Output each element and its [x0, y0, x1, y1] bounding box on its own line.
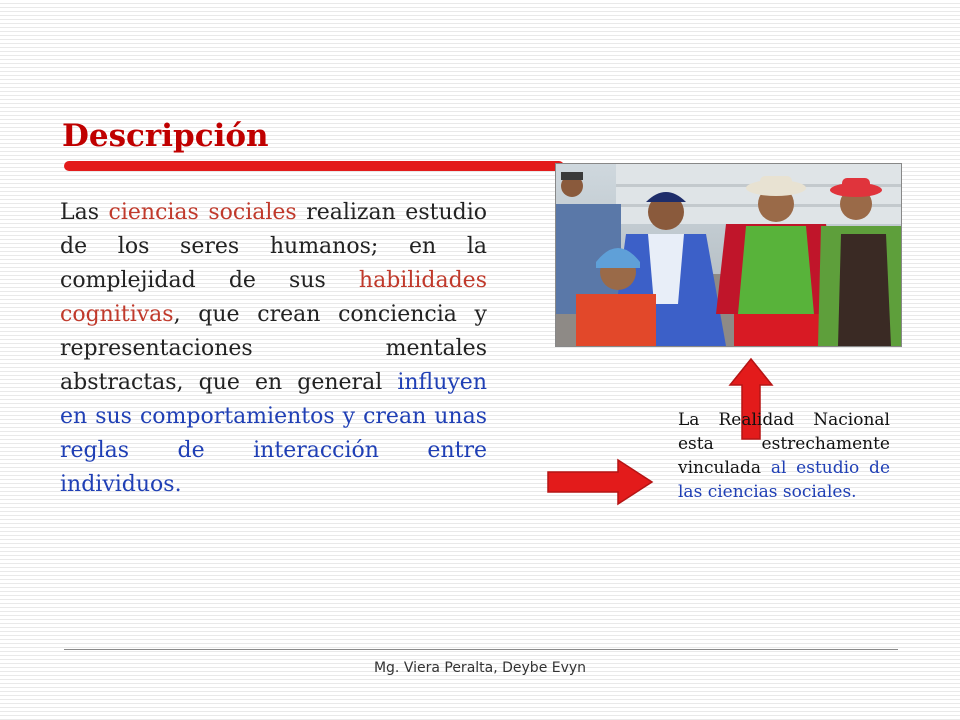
people-photo — [555, 163, 902, 347]
side-note-highlight: al estudio de las ciencias sociales. — [678, 458, 890, 502]
main-paragraph — [60, 196, 487, 502]
highlight-habilidades-cognitivas: habilidades cognitivas — [60, 268, 487, 327]
footer-divider — [64, 649, 898, 650]
title-underline — [64, 161, 564, 171]
highlight-ciencias-sociales: ciencias sociales — [108, 200, 297, 225]
highlight-influyen: influyen en sus comportamientos y crean unas reglas de interacción entre individuos. — [60, 370, 487, 497]
footer-author: Mg. Viera Peralta, Deybe Evyn — [373, 660, 587, 676]
slide-title: Descripción — [62, 118, 269, 154]
side-note — [678, 408, 890, 504]
main-text-part-5: , que crean conciencia y representaciones mentales abstractas, que en general — [60, 302, 487, 395]
main-text-part-1: Las — [60, 200, 109, 225]
arrow-right-icon — [546, 458, 654, 506]
main-text-part-3: realizan estudio de los seres humanos; en la complejidad de sus — [60, 200, 487, 293]
side-note-part-1: La Realidad Nacional esta estrechamente vinculada — [678, 410, 890, 478]
